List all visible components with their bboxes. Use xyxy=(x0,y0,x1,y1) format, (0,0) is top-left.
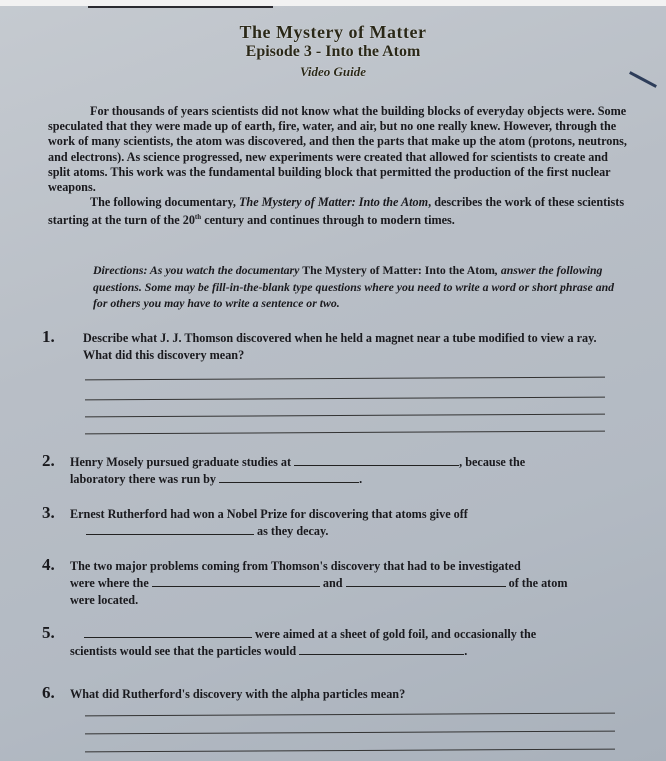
question-text: , because the xyxy=(459,455,526,469)
answer-line[interactable] xyxy=(85,377,605,381)
question-1 xyxy=(42,327,616,364)
intro-text-1: For thousands of years scientists did not know what the building blocks of everyday objects were. Some speculated that they were made up of earth, fire, water, and air, but no one really knew. However, through the work of many scientists, the atom was discovered, and then the parts that make up the atom (protons, neutrons, and electrons). As science progressed, new experiments were created that allowed for scientists to create and split atoms. This work was the fundamental building block that permitted the production of the first nuclear weapons. xyxy=(48,104,627,195)
answer-line[interactable] xyxy=(85,749,615,753)
question-6 xyxy=(42,684,602,703)
directions xyxy=(93,262,623,312)
question-number: 4. xyxy=(42,555,55,574)
question-3 xyxy=(42,504,602,540)
answer-line[interactable] xyxy=(85,731,615,735)
question-number: 5. xyxy=(42,623,55,642)
question-text: of the atom xyxy=(508,576,568,590)
fill-blank[interactable] xyxy=(84,626,252,638)
intro-text-2c: century and continues through to modern times. xyxy=(201,213,455,228)
question-number: 2. xyxy=(42,451,55,470)
directions-a: Directions: As you watch the documentary xyxy=(93,263,303,277)
question-text: scientists would see that the particles would xyxy=(70,644,297,658)
question-text: laboratory there was run by xyxy=(70,472,217,486)
fill-blank[interactable] xyxy=(294,454,459,466)
question-text: Describe what J. J. Thomson discovered when he held a magnet near a tube modified to view a ray. What did this discovery mean? xyxy=(83,331,597,362)
answer-line[interactable] xyxy=(85,414,605,418)
question-number: 1. xyxy=(42,327,55,346)
directions-b: , answer the following questions. Some may be fill-in-the-blank type questions where you need to write a word or short phrase and for others you may have to write a sentence or two. xyxy=(93,263,615,310)
question-text: as they decay. xyxy=(257,524,329,538)
question-4 xyxy=(42,556,642,609)
intro-doc-title: The Mystery of Matter: Into the Atom xyxy=(238,195,429,210)
fill-blank[interactable] xyxy=(152,575,320,587)
question-text: and xyxy=(322,576,343,590)
answer-line[interactable] xyxy=(85,431,605,435)
intro-text-2b: , describes the work of these scientists starting at the turn of the 20 xyxy=(48,195,625,228)
intro-sup: th xyxy=(194,213,202,222)
question-text: were aimed at a sheet of gold foil, and occasionally the xyxy=(255,627,537,641)
question-number: 3. xyxy=(42,503,55,522)
question-number: 6. xyxy=(42,683,55,702)
period: . xyxy=(464,644,468,658)
period: . xyxy=(359,472,363,486)
question-text: Henry Mosely pursued graduate studies at xyxy=(70,455,292,469)
intro-paragraph xyxy=(48,104,633,229)
question-text: were where the xyxy=(70,576,149,590)
answer-line[interactable] xyxy=(85,397,605,401)
intro-text-2a: The following documentary, xyxy=(90,195,239,210)
directions-title: The Mystery of Matter: Into the Atom xyxy=(302,263,495,277)
question-text: What did Rutherford's discovery with the alpha particles mean? xyxy=(70,687,406,701)
top-rule xyxy=(88,6,273,8)
question-2 xyxy=(42,452,602,488)
question-5 xyxy=(42,624,602,660)
document-title: The Mystery of Matter xyxy=(239,22,427,42)
question-text: Ernest Rutherford had won a Nobel Prize for discovering that atoms give off xyxy=(70,507,468,521)
question-text: The two major problems coming from Thomson's discovery that had to be investigated xyxy=(70,559,521,573)
fill-blank[interactable] xyxy=(219,471,359,483)
document-guide-label: Video Guide xyxy=(299,64,367,79)
answer-line[interactable] xyxy=(85,713,615,717)
fill-blank[interactable] xyxy=(299,643,464,655)
fill-blank[interactable] xyxy=(86,523,254,535)
question-text: were located. xyxy=(70,593,139,607)
fill-blank[interactable] xyxy=(346,575,506,587)
document-subtitle: Episode 3 - Into the Atom xyxy=(245,43,421,60)
